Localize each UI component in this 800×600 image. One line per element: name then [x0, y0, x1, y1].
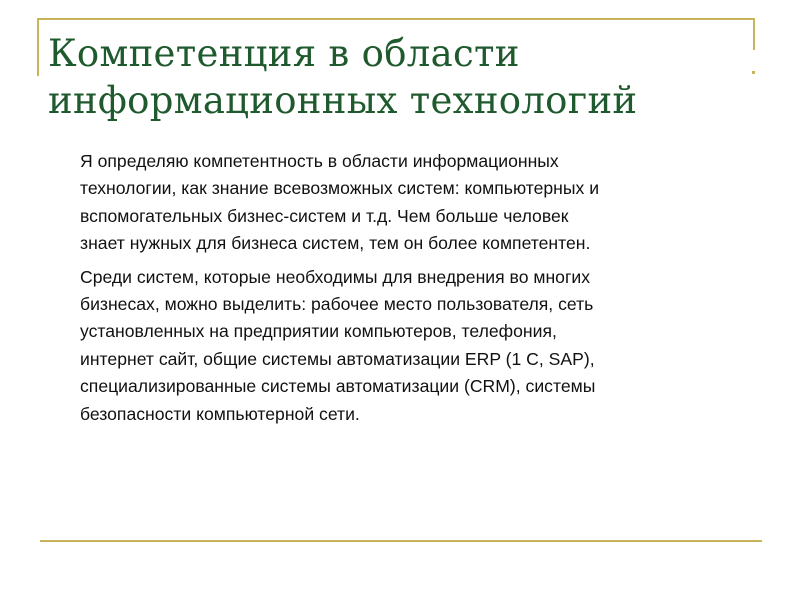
right-accent-line [753, 20, 755, 50]
paragraph-2 [80, 264, 740, 428]
text-line: технологии, как знание всевозможных систем: компьютерных и [80, 178, 600, 199]
slide-title [48, 30, 748, 124]
text-line: Я определяю компетентность в области информационных [80, 151, 559, 171]
top-divider [37, 18, 755, 20]
title-line: информационных технологий [48, 79, 638, 122]
title-line: Компетенция в области [48, 32, 520, 75]
text-line: знает нужных для бизнеса систем, тем он более компетентен. [80, 233, 591, 254]
text-line: вспомогательных бизнес-систем и т.д. Чем больше человек [80, 205, 569, 226]
text-line: специализированные системы автоматизации (CRM), системы [80, 376, 596, 397]
bottom-divider [40, 540, 762, 542]
slide-body [80, 148, 740, 434]
text-line: интернет сайт, общие системы автоматизации ERP (1 С, SAP), [80, 348, 595, 369]
right-accent-dot [752, 71, 755, 74]
paragraph-1 [80, 148, 740, 258]
left-accent-line [37, 20, 39, 76]
text-line: бизнесах, можно выделить: рабочее место пользователя, сеть [80, 294, 594, 315]
text-line: установленных на предприятии компьютеров, телефония, [80, 321, 557, 342]
text-line: Среди систем, которые необходимы для внедрения во многих [80, 266, 591, 287]
text-line: безопасности компьютерной сети. [80, 403, 360, 424]
